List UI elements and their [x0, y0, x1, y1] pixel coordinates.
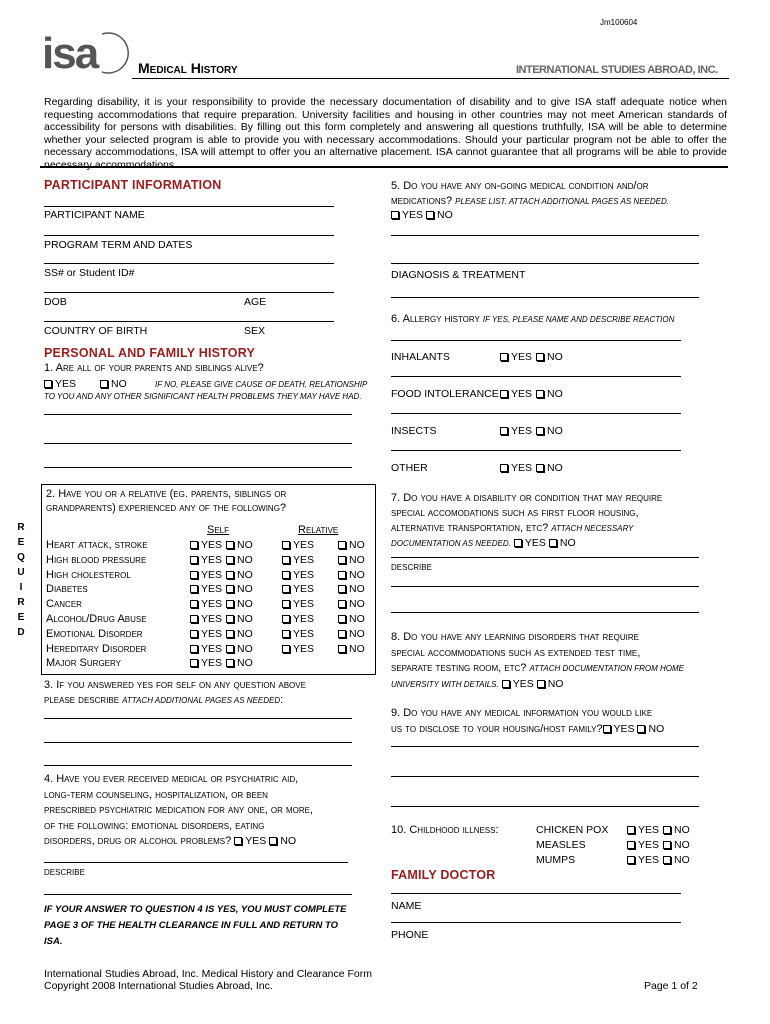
- q1-no[interactable]: NO: [100, 378, 127, 390]
- checkbox-icon[interactable]: [190, 541, 198, 549]
- allergy-yes-no[interactable]: [500, 425, 563, 437]
- q1-line[interactable]: [44, 443, 352, 444]
- no-label: NO: [237, 627, 253, 640]
- doctor-line[interactable]: [391, 922, 681, 923]
- checkbox-icon[interactable]: [282, 630, 290, 638]
- country-label: COUNTRY OF BIRTH: [44, 325, 148, 337]
- checkbox-icon[interactable]: [627, 826, 635, 834]
- checkbox-icon[interactable]: [536, 390, 544, 398]
- q5-note: PLEASE LIST. ATTACH ADDITIONAL PAGES AS NEEDED.: [455, 197, 669, 206]
- checkbox-icon[interactable]: [190, 615, 198, 623]
- allergy-yes-no[interactable]: [500, 388, 563, 400]
- self-yes-no[interactable]: [190, 613, 253, 625]
- no-label: NO: [349, 627, 365, 640]
- checkbox-icon[interactable]: [536, 353, 544, 361]
- no-label: NO: [237, 583, 253, 596]
- checkbox-icon[interactable]: [338, 556, 346, 564]
- no-label: NO: [237, 657, 253, 670]
- condition-label: High cholesterol: [46, 568, 131, 581]
- checkbox-icon[interactable]: [603, 725, 611, 733]
- checkbox-icon[interactable]: [269, 837, 277, 845]
- q7-note-a: ATTACH NECESSARY: [551, 524, 634, 533]
- yes-label: YES: [511, 351, 533, 363]
- checkbox-icon[interactable]: [190, 630, 198, 638]
- checkbox-icon[interactable]: [502, 680, 510, 688]
- q7-line[interactable]: [391, 586, 699, 587]
- checkbox-icon[interactable]: [226, 541, 234, 549]
- q5-line[interactable]: [391, 235, 699, 236]
- no-label: NO: [237, 568, 253, 581]
- yes-label: YES: [293, 613, 315, 625]
- checkbox-icon[interactable]: [338, 585, 346, 593]
- sex-label: SEX: [244, 325, 266, 337]
- q8-text: 8. Do you have any learning disorders that require special accommodations such as extended test time, separate testing room, etc? ATTACH DOCUMENTATION FROM HOME UNIVERSITY WITH DETAILS. YES NO: [391, 631, 684, 690]
- q1-note-a: IF NO, PLEASE GIVE CAUSE OF DEATH, RELATIONSHIP: [155, 380, 368, 389]
- condition-label: Diabetes: [46, 583, 88, 596]
- relative-yes-no[interactable]: [282, 539, 365, 551]
- intro-rule: [40, 166, 728, 168]
- no-label: NO: [349, 642, 365, 655]
- checkbox-icon[interactable]: [190, 571, 198, 579]
- participant-heading: PARTICIPANT INFORMATION: [44, 178, 222, 192]
- q7-text: 7. Do you have a disability or condition that may require special accomodations such as first floor housing, alternative transportation, etc? ATTACH NECESSARY DOCUMENTATION AS NEEDED. YES NO: [391, 492, 663, 549]
- q1-yes[interactable]: YES: [44, 378, 76, 390]
- no-label: NO: [349, 539, 365, 551]
- checkbox-icon[interactable]: [190, 600, 198, 608]
- yes-label: YES: [201, 553, 223, 566]
- checkbox-icon[interactable]: [391, 211, 399, 219]
- checkbox-icon[interactable]: [282, 615, 290, 623]
- condition-label: Heart attack, stroke: [46, 539, 148, 551]
- q9-line[interactable]: [391, 746, 699, 747]
- checkbox-icon[interactable]: [500, 353, 508, 361]
- q9-line[interactable]: [391, 776, 699, 777]
- page-title: Medical History: [138, 60, 238, 76]
- yes-label: YES: [201, 583, 223, 596]
- checkbox-icon[interactable]: [663, 856, 671, 864]
- doctor-line[interactable]: [391, 893, 681, 894]
- isa-logo: [42, 30, 132, 81]
- header-rule: [132, 78, 729, 79]
- q3-line[interactable]: [44, 742, 352, 743]
- no-label: NO: [674, 824, 690, 836]
- q4-describe-line[interactable]: [44, 862, 348, 863]
- checkbox-icon[interactable]: [226, 630, 234, 638]
- checkbox-icon[interactable]: [536, 464, 544, 472]
- q4-text: 4. Have you ever received medical or psychiatric aid, long-term counseling, hospitalization, or been prescribed psychiatric medication for any one, or more, of the following: emotional disorders, eating disorders, drug or alcohol problems? YES NO: [44, 773, 314, 847]
- checkbox-icon[interactable]: [537, 680, 545, 688]
- checkbox-icon[interactable]: [190, 585, 198, 593]
- q3-text-b-wrap: please describe ATTACH ADDITIONAL PAGES AS NEEDED:: [44, 694, 284, 706]
- allergy-label: INHALANTS: [391, 351, 450, 363]
- condition-label: Emotional Disorder: [46, 627, 143, 640]
- q5-text-a: 5. Do you have any on-going medical condition and/or: [391, 180, 649, 192]
- yes-label: YES: [293, 642, 315, 655]
- checkbox-icon[interactable]: [190, 645, 198, 653]
- checkbox-icon[interactable]: [338, 630, 346, 638]
- checkbox-icon[interactable]: [426, 211, 434, 219]
- checkbox-icon[interactable]: [338, 615, 346, 623]
- yes-label: YES: [293, 539, 315, 551]
- participant-name-label: PARTICIPANT NAME: [44, 209, 145, 221]
- checkbox-icon[interactable]: [226, 556, 234, 564]
- condition-label: Major Surgery: [46, 657, 121, 670]
- no-label: NO: [237, 642, 253, 655]
- doctor-heading: FAMILY DOCTOR: [391, 868, 496, 882]
- page-number: Page 1 of 2: [644, 980, 698, 992]
- dob-label: DOB: [44, 296, 67, 308]
- yes-label: YES: [201, 657, 223, 670]
- self-header: Self: [207, 524, 230, 536]
- q5-yes-no[interactable]: YES NO: [391, 209, 453, 221]
- yes-label: YES: [201, 613, 223, 625]
- yes-label: YES: [201, 568, 223, 581]
- q9-text: 9. Do you have any medical information you would like us to disclose to your housing/host family? YES NO: [391, 707, 665, 735]
- condition-label: Alcohol/Drug Abuse: [46, 613, 147, 625]
- condition-label: Cancer: [46, 598, 82, 611]
- illness-yes-no[interactable]: [627, 854, 690, 866]
- checkbox-icon[interactable]: [226, 645, 234, 653]
- no-label: NO: [349, 583, 365, 596]
- ssn-label: SS# or Student ID#: [44, 267, 135, 279]
- checkbox-icon[interactable]: [637, 725, 645, 733]
- yes-label: YES: [638, 824, 660, 836]
- checkbox-icon[interactable]: [627, 856, 635, 864]
- intro-paragraph: Regarding disability, it is your responsibility to provide the necessary documentation of disability and to give ISA staff adequate notice when requesting accommodations that require preparation. University facilities and housing in other countries may not meet American standards of accessibility for persons with disabilities. By filling out this form completely and answering all questions truthfully, ISA will be able to determine whether your selected program is able to provide you with necessary accommodations. Should your particular program not be able to offer the necessary accommodations, ISA will attempt to offer you an alternative placement. ISA cannot guarantee that all programs will be able to provide necessary accommodations.: [44, 96, 727, 171]
- program-label: PROGRAM TERM AND DATES: [44, 239, 193, 251]
- q2-text-a: 2. Have you or a relative (eg. parents, siblings or: [46, 488, 287, 500]
- yes-label: YES: [201, 539, 223, 551]
- checkbox-icon[interactable]: [226, 571, 234, 579]
- q3-note: ATTACH ADDITIONAL PAGES AS NEEDED: [122, 696, 281, 705]
- q4-warning: IF YOUR ANSWER TO QUESTION 4 IS YES, YOU MUST COMPLETE PAGE 3 OF THE HEALTH CLEARANCE IN FULL AND RETURN TO ISA.: [44, 904, 347, 947]
- yes-label: YES: [293, 583, 315, 596]
- org-name: INTERNATIONAL STUDIES ABROAD, INC.: [516, 64, 718, 76]
- family-heading: PERSONAL AND FAMILY HISTORY: [44, 346, 255, 360]
- self-yes-no[interactable]: [190, 657, 253, 669]
- q6-note: IF YES, PLEASE NAME AND DESCRIBE REACTION: [482, 315, 675, 324]
- no-label: NO: [349, 613, 365, 625]
- allergy-label: OTHER: [391, 462, 428, 474]
- checkbox-icon[interactable]: [338, 645, 346, 653]
- allergy-line[interactable]: [391, 376, 681, 377]
- self-yes-no[interactable]: [190, 554, 253, 566]
- checkbox-icon[interactable]: [44, 380, 52, 388]
- footer-line1: International Studies Abroad, Inc. Medical History and Clearance Form: [44, 968, 372, 980]
- yes-label: YES: [201, 627, 223, 640]
- q8-note-b: UNIVERSITY WITH DETAILS.: [391, 679, 499, 689]
- no-label: NO: [349, 568, 365, 581]
- yes-label: YES: [511, 425, 533, 437]
- q8-note-a: ATTACH DOCUMENTATION FROM HOME: [529, 664, 684, 673]
- condition-label: Hereditary Disorder: [46, 642, 147, 655]
- yes-label: YES: [201, 598, 223, 611]
- no-label: NO: [547, 388, 563, 400]
- yes-label: YES: [293, 627, 315, 640]
- q7-line[interactable]: [391, 557, 699, 558]
- self-yes-no[interactable]: [190, 598, 253, 610]
- q10-text: 10. Childhood illness:: [391, 824, 499, 836]
- yes-label: YES: [511, 388, 533, 400]
- q7-line[interactable]: [391, 612, 699, 613]
- no-label: NO: [547, 351, 563, 363]
- q1-note-b: TO YOU AND ANY OTHER SIGNIFICANT HEALTH PROBLEMS THEY MAY HAVE HAD.: [44, 392, 362, 401]
- dob-line[interactable]: [44, 292, 334, 293]
- q9-line[interactable]: [391, 806, 699, 807]
- self-yes-no[interactable]: [190, 643, 253, 655]
- yes-label: YES: [293, 598, 315, 611]
- no-label: NO: [349, 598, 365, 611]
- q4-describe-label: DESCRIBE: [44, 868, 85, 877]
- q5-text-b-wrap: medications? PLEASE LIST. ATTACH ADDITIONAL PAGES AS NEEDED.: [391, 195, 669, 207]
- illness-yes-no[interactable]: [627, 839, 690, 851]
- checkbox-icon[interactable]: [338, 541, 346, 549]
- no-label: NO: [237, 539, 253, 551]
- checkbox-icon[interactable]: [536, 427, 544, 435]
- illness-label: MEASLES: [536, 839, 586, 851]
- yes-label: YES: [201, 642, 223, 655]
- q7-yes-no[interactable]: YES NO: [514, 537, 576, 549]
- no-label: NO: [547, 462, 563, 474]
- checkbox-icon[interactable]: [627, 841, 635, 849]
- checkbox-icon[interactable]: [282, 556, 290, 564]
- checkbox-icon[interactable]: [338, 571, 346, 579]
- yes-label: YES: [638, 839, 660, 851]
- q6-text-wrap: 6. Allergy history IF YES, PLEASE NAME AND DESCRIBE REACTION: [391, 313, 675, 325]
- illness-yes-no[interactable]: [627, 824, 690, 836]
- checkbox-icon[interactable]: [226, 615, 234, 623]
- yes-label: YES: [638, 854, 660, 866]
- checkbox-icon[interactable]: [500, 464, 508, 472]
- age-label: AGE: [244, 296, 267, 308]
- doctor-phone-label: PHONE: [391, 929, 429, 941]
- diagnosis-label: DIAGNOSIS & TREATMENT: [391, 269, 526, 281]
- country-line[interactable]: [44, 321, 334, 322]
- relative-yes-no[interactable]: [282, 643, 365, 655]
- checkbox-icon[interactable]: [663, 826, 671, 834]
- allergy-line[interactable]: [391, 450, 681, 451]
- q1-line[interactable]: [44, 414, 352, 415]
- checkbox-icon[interactable]: [100, 380, 108, 388]
- q6-line[interactable]: [391, 340, 681, 341]
- yes-label: YES: [293, 568, 315, 581]
- checkbox-icon[interactable]: [226, 585, 234, 593]
- checkbox-icon[interactable]: [226, 600, 234, 608]
- no-label: NO: [349, 553, 365, 566]
- q3-text-a: 3. If you answered yes for self on any question above: [44, 679, 306, 691]
- relative-yes-no[interactable]: [282, 628, 365, 640]
- relative-yes-no[interactable]: [282, 554, 365, 566]
- checkbox-icon[interactable]: [663, 841, 671, 849]
- no-label: NO: [237, 613, 253, 625]
- q5-line[interactable]: [391, 297, 699, 298]
- relative-yes-no[interactable]: [282, 598, 365, 610]
- q9-yes-no[interactable]: YES NO: [603, 723, 665, 735]
- participant-name-line[interactable]: [44, 206, 334, 207]
- footer-line2: Copyright 2008 International Studies Abroad, Inc.: [44, 980, 273, 992]
- self-yes-no[interactable]: [190, 569, 253, 581]
- checkbox-icon[interactable]: [282, 541, 290, 549]
- required-label: R E Q U I R E D: [17, 522, 25, 638]
- allergy-yes-no[interactable]: [500, 462, 563, 474]
- relative-yes-no[interactable]: [282, 569, 365, 581]
- yes-label: YES: [511, 462, 533, 474]
- logo-text: isa: [42, 30, 98, 76]
- no-label: NO: [237, 553, 253, 566]
- allergy-label: INSECTS: [391, 425, 437, 437]
- checkbox-icon[interactable]: [338, 600, 346, 608]
- q5-line[interactable]: [391, 263, 699, 264]
- relative-yes-no[interactable]: [282, 613, 365, 625]
- allergy-label: FOOD INTOLERANCE: [391, 388, 499, 400]
- doctor-name-label: NAME: [391, 900, 422, 912]
- program-line[interactable]: [44, 235, 334, 236]
- q7-note-b: DOCUMENTATION AS NEEDED.: [391, 539, 511, 548]
- allergy-line[interactable]: [391, 413, 681, 414]
- no-label: NO: [674, 854, 690, 866]
- checkbox-icon[interactable]: [282, 600, 290, 608]
- checkbox-icon[interactable]: [190, 659, 198, 667]
- q8-yes-no[interactable]: YES NO: [502, 678, 564, 690]
- checkbox-icon[interactable]: [549, 539, 557, 547]
- illness-label: CHICKEN POX: [536, 824, 609, 836]
- q4-no[interactable]: NO: [269, 835, 296, 847]
- q1-text: 1. Are all of your parents and siblings alive?: [44, 362, 264, 374]
- self-yes-no[interactable]: [190, 583, 253, 595]
- allergy-yes-no[interactable]: [500, 351, 563, 363]
- relative-header: Relative: [298, 524, 339, 536]
- q4-line[interactable]: [44, 894, 352, 895]
- q2-text-b: grandparents) experienced any of the following?: [46, 502, 287, 514]
- form-id: Jm100604: [600, 18, 638, 27]
- no-label: NO: [674, 839, 690, 851]
- checkbox-icon[interactable]: [234, 837, 242, 845]
- q1-line[interactable]: [44, 467, 352, 468]
- q7-describe-label: DESCRIBE: [391, 563, 432, 572]
- illness-label: MUMPS: [536, 854, 576, 866]
- self-yes-no[interactable]: [190, 539, 253, 551]
- checkbox-icon[interactable]: [282, 585, 290, 593]
- no-label: NO: [547, 425, 563, 437]
- checkbox-icon[interactable]: [500, 390, 508, 398]
- q4-yes[interactable]: YES: [234, 835, 266, 847]
- checkbox-icon[interactable]: [190, 556, 198, 564]
- checkbox-icon[interactable]: [500, 427, 508, 435]
- checkbox-icon[interactable]: [282, 645, 290, 653]
- checkbox-icon[interactable]: [226, 659, 234, 667]
- checkbox-icon[interactable]: [282, 571, 290, 579]
- checkbox-icon[interactable]: [514, 539, 522, 547]
- ssn-line[interactable]: [44, 263, 334, 264]
- relative-yes-no[interactable]: [282, 583, 365, 595]
- q3-line[interactable]: [44, 718, 352, 719]
- q3-line[interactable]: [44, 765, 352, 766]
- yes-label: YES: [293, 553, 315, 566]
- no-label: NO: [237, 598, 253, 611]
- condition-label: High blood pressure: [46, 553, 147, 566]
- self-yes-no[interactable]: [190, 628, 253, 640]
